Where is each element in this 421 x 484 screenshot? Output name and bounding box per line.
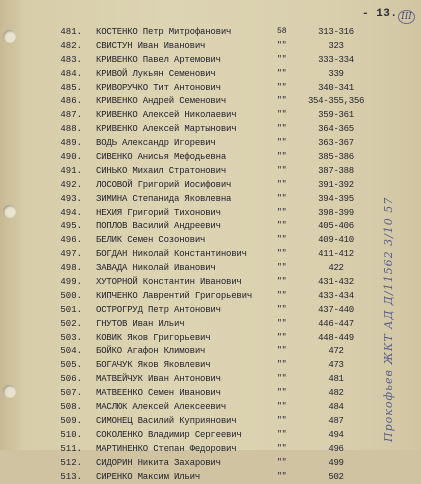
person-name: СОКОЛЕНКО Владимир Сергеевич — [96, 430, 242, 440]
list-item — [0, 68, 421, 82]
entry-number: 512. — [54, 458, 82, 468]
entry-number: 505. — [54, 360, 82, 370]
page-range: 391-392 — [307, 180, 365, 190]
ditto-mark: "" — [277, 291, 287, 300]
ditto-mark: "" — [277, 152, 287, 161]
page-range: 431-432 — [307, 277, 365, 287]
page-range: 313-316 — [307, 27, 365, 37]
entry-number: 507. — [54, 388, 82, 398]
ditto-mark: "" — [277, 444, 287, 453]
list-item — [0, 429, 421, 443]
page-range: 411-412 — [307, 249, 365, 259]
list-item — [0, 109, 421, 123]
page-range: 364-365 — [307, 124, 365, 134]
page-range: 473 — [307, 360, 365, 370]
ditto-mark: "" — [277, 388, 287, 397]
page-range: 422 — [307, 263, 365, 273]
page-range: 502 — [307, 472, 365, 482]
ditto-mark: "" — [277, 360, 287, 369]
ditto-mark: "" — [277, 458, 287, 467]
page-range: 387-388 — [307, 166, 365, 176]
list-item — [0, 95, 421, 109]
person-name: КОСТЕНКО Петр Митрофанович — [96, 27, 231, 37]
entry-number: 506. — [54, 374, 82, 384]
entry-number: 497. — [54, 249, 82, 259]
ditto-mark: "" — [277, 124, 287, 133]
page-range: 398-399 — [307, 208, 365, 218]
person-name: КРИВОРУЧКО Тит Антонович — [96, 83, 221, 93]
page-range: 354-355,356 — [307, 96, 365, 106]
entry-number: 485. — [54, 83, 82, 93]
entry-number: 504. — [54, 346, 82, 356]
name-list — [0, 26, 421, 484]
ditto-mark: "" — [277, 83, 287, 92]
entry-number: 481. — [54, 27, 82, 37]
page-range: 481 — [307, 374, 365, 384]
entry-number: 484. — [54, 69, 82, 79]
person-name: КРИВЕНКО Алексей Мартынович — [96, 124, 236, 134]
entry-number: 513. — [54, 472, 82, 482]
entry-number: 492. — [54, 180, 82, 190]
entry-number: 509. — [54, 416, 82, 426]
page-range: 437-440 — [307, 305, 365, 315]
list-item — [0, 359, 421, 373]
entry-number: 482. — [54, 41, 82, 51]
page-range: 472 — [307, 346, 365, 356]
person-name: НЕХИЯ Григорий Тихонович — [96, 208, 221, 218]
ditto-mark: "" — [277, 194, 287, 203]
person-name: КРИВЕНКО Андрей Семенович — [96, 96, 226, 106]
person-name: ОСТРОГРУД Петр Антонович — [96, 305, 221, 315]
entry-number: 489. — [54, 138, 82, 148]
entry-number: 487. — [54, 110, 82, 120]
page-range: 446-447 — [307, 319, 365, 329]
page-number: - 13. — [362, 8, 398, 20]
ditto-mark: "" — [277, 402, 287, 411]
page-range: 385-386 — [307, 152, 365, 162]
person-name: ЛОСОВОЙ Григорий Иосифович — [96, 180, 231, 190]
page-range: 323 — [307, 41, 365, 51]
person-name: БЕЛИК Семен Созонович — [96, 235, 205, 245]
person-name: СИНЬКО Михаил Стратонович — [96, 166, 226, 176]
ditto-mark: "" — [277, 41, 287, 50]
person-name: ХУТОРНОЙ Константин Иванович — [96, 277, 242, 287]
ditto-mark: "" — [277, 55, 287, 64]
ditto-mark: "" — [277, 208, 287, 217]
ditto-mark: "" — [277, 110, 287, 119]
list-item — [0, 276, 421, 290]
page-range: 448-449 — [307, 333, 365, 343]
entry-number: 501. — [54, 305, 82, 315]
ditto-mark: "" — [277, 333, 287, 342]
page-range: 484 — [307, 402, 365, 412]
ditto-mark: "" — [277, 374, 287, 383]
page-range: 409-410 — [307, 235, 365, 245]
page-range: 494 — [307, 430, 365, 440]
person-name: СИМОНЕЦ Василий Куприянович — [96, 416, 236, 426]
list-item — [0, 220, 421, 234]
entry-number: 499. — [54, 277, 82, 287]
page-range: 482 — [307, 388, 365, 398]
ditto-mark: "" — [277, 180, 287, 189]
person-name: СВИСТУН Иван Иванович — [96, 41, 205, 51]
list-item — [0, 123, 421, 137]
page-range: 487 — [307, 416, 365, 426]
list-item — [0, 137, 421, 151]
list-item — [0, 151, 421, 165]
list-item — [0, 26, 421, 40]
person-name: МАТВЕЙЧУК Иван Антонович — [96, 374, 221, 384]
list-item — [0, 345, 421, 359]
ditto-mark: "" — [277, 235, 287, 244]
ditto-mark: "" — [277, 249, 287, 258]
person-name: МАСЛЮК Алексей Алексеевич — [96, 402, 226, 412]
person-name: ВОДЬ Александр Игоревич — [96, 138, 216, 148]
page-range: 433-434 — [307, 291, 365, 301]
ditto-mark: "" — [277, 96, 287, 105]
handwritten-note: Прокофьев ЖКТ АД Д/11562 3/10 57 — [382, 197, 395, 442]
list-item — [0, 179, 421, 193]
page-range: 333-334 — [307, 55, 365, 65]
entry-number: 486. — [54, 96, 82, 106]
person-name: ГНУТОВ Иван Ильич — [96, 319, 184, 329]
list-item — [0, 290, 421, 304]
list-item — [0, 40, 421, 54]
person-name: БОГАЧУК Яков Яковлевич — [96, 360, 210, 370]
page-range: 363-367 — [307, 138, 365, 148]
person-name: МАТВЕЕНКО Семен Иванович — [96, 388, 221, 398]
ditto-mark: "" — [277, 277, 287, 286]
entry-number: 496. — [54, 235, 82, 245]
page-range: 359-361 — [307, 110, 365, 120]
list-item — [0, 332, 421, 346]
list-item — [0, 457, 421, 471]
list-item — [0, 318, 421, 332]
list-item — [0, 373, 421, 387]
person-name: БОГДАН Николай Константинович — [96, 249, 247, 259]
list-item — [0, 165, 421, 179]
list-item — [0, 387, 421, 401]
ditto-mark: "" — [277, 305, 287, 314]
ditto-mark: "" — [277, 166, 287, 175]
list-item — [0, 415, 421, 429]
ditto-mark: "" — [277, 319, 287, 328]
person-name: БОЙКО Агафон Климович — [96, 346, 205, 356]
ditto-mark: 58 — [277, 27, 287, 36]
person-name: СИДОРИН Никита Захарович — [96, 458, 221, 468]
entry-number: 511. — [54, 444, 82, 454]
list-item — [0, 234, 421, 248]
page-range: 340-341 — [307, 83, 365, 93]
person-name: КРИВЕНКО Павел Артемович — [96, 55, 221, 65]
page-range: 496 — [307, 444, 365, 454]
person-name: КОВИК Яков Григорьевич — [96, 333, 210, 343]
list-item — [0, 248, 421, 262]
entry-number: 488. — [54, 124, 82, 134]
person-name: КРИВОЙ Лукьян Семенович — [96, 69, 216, 79]
entry-number: 490. — [54, 152, 82, 162]
entry-number: 508. — [54, 402, 82, 412]
ditto-mark: "" — [277, 69, 287, 78]
ditto-mark: "" — [277, 263, 287, 272]
entry-number: 494. — [54, 208, 82, 218]
entry-number: 500. — [54, 291, 82, 301]
page-range: 339 — [307, 69, 365, 79]
person-name: ПОПЛОВ Василий Андреевич — [96, 221, 221, 231]
list-item — [0, 82, 421, 96]
ditto-mark: "" — [277, 416, 287, 425]
person-name: ЗИМИНА Степанида Яковлевна — [96, 194, 231, 204]
person-name: КРИВЕНКО Алексей Николаевич — [96, 110, 236, 120]
entry-number: 502. — [54, 319, 82, 329]
list-item — [0, 401, 421, 415]
person-name: СИРЕНКО Максим Ильич — [96, 472, 200, 482]
person-name: МАРТИНЕНКО Степан Федорович — [96, 444, 236, 454]
list-item — [0, 262, 421, 276]
list-item — [0, 207, 421, 221]
person-name: СИВЕНКО Анисья Мефодьевна — [96, 152, 226, 162]
entry-number: 503. — [54, 333, 82, 343]
ditto-mark: "" — [277, 346, 287, 355]
ditto-mark: "" — [277, 138, 287, 147]
person-name: ЗАВАДА Николай Иванович — [96, 263, 216, 273]
list-item — [0, 193, 421, 207]
entry-number: 483. — [54, 55, 82, 65]
entry-number: 510. — [54, 430, 82, 440]
person-name: КИПЧЕНКО Лаврентий Григорьевич — [96, 291, 252, 301]
page-range: 405-406 — [307, 221, 365, 231]
ditto-mark: "" — [277, 430, 287, 439]
entry-number: 493. — [54, 194, 82, 204]
page-range: 499 — [307, 458, 365, 468]
list-item — [0, 443, 421, 457]
page-range: 394-395 — [307, 194, 365, 204]
entry-number: 498. — [54, 263, 82, 273]
archive-stamp: III — [398, 10, 415, 24]
ditto-mark: "" — [277, 472, 287, 481]
list-item — [0, 471, 421, 484]
entry-number: 491. — [54, 166, 82, 176]
ditto-mark: "" — [277, 221, 287, 230]
entry-number: 495. — [54, 221, 82, 231]
list-item — [0, 304, 421, 318]
list-item — [0, 54, 421, 68]
